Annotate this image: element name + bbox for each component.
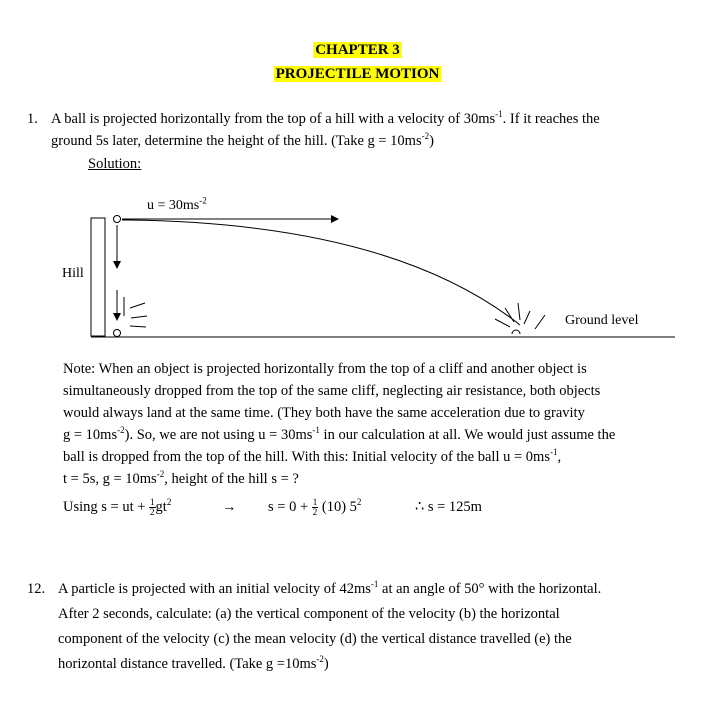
q1-number: 1. xyxy=(27,111,38,127)
hill-label: Hill xyxy=(62,266,84,281)
impact-marks-left xyxy=(124,297,147,327)
chapter-title: PROJECTILE MOTION xyxy=(275,66,440,82)
note-line-4: $g = 10ms^{-2}$). So, we are not using $u = 30ms^{-1}$ in our calculation at all. We would just assume the xyxy=(63,425,616,443)
chapter-number: CHAPTER 3 xyxy=(315,42,400,58)
impact-marks-right xyxy=(495,303,545,329)
hill-rect xyxy=(91,218,105,336)
q12-line-2: After 2 seconds, calculate: (a) the vertical component of the velocity (b) the horizontal xyxy=(58,606,560,622)
ball-top xyxy=(114,216,121,223)
note-line-5: ball is dropped from the top of the hill. With this: Initial velocity of the ball $u = 0ms^{-1}$, xyxy=(63,447,562,465)
note-line-3: would always land at the same time. (They both have the same acceleration due to gravity xyxy=(63,405,585,421)
note-line-2: simultaneously dropped from the top of the same cliff, neglecting air resistance, both objects xyxy=(63,383,601,399)
ball-bottom xyxy=(114,330,121,337)
q1-line2: ground 5s later, determine the height of the hill. (Take $g = 10ms^{-2}$) xyxy=(51,131,434,149)
q12-line-1: A particle is projected with an initial velocity of $42ms^{-1}$ at an angle of 50° with the horizontal. xyxy=(58,579,602,597)
ground-level-label: Ground level xyxy=(565,313,639,328)
note-line-1: Note: When an object is projected horizontally from the top of a cliff and another object is xyxy=(63,361,587,377)
half-fraction-2: $\frac{1}{2}$ xyxy=(312,497,318,518)
substitution-step: s = 0 + $\frac{1}{2}$ (10) $5^2$ xyxy=(268,497,362,518)
q1-line1: A ball is projected horizontally from the top of a hill with a velocity of $30ms^{-1}$. If it reaches the xyxy=(51,109,600,127)
solution-label: Solution: xyxy=(88,156,142,172)
q12-line-4: horizontal distance travelled. (Take $g =10ms^{-2}$) xyxy=(58,654,329,672)
trajectory xyxy=(122,220,520,325)
velocity-label: $u = 30ms^{-2}$ xyxy=(147,195,207,213)
arrow-symbol: → xyxy=(222,499,237,515)
ball-landing xyxy=(512,330,520,334)
half-fraction: $\frac{1}{2}$ xyxy=(150,497,155,518)
q12-line-3: component of the velocity (c) the mean velocity (d) the vertical distance travelled (e) the xyxy=(58,631,572,647)
formula-line: Using s = ut + $\frac{1}{2}$ $gt^2$ xyxy=(63,497,172,518)
q12-number: 12. xyxy=(27,581,46,597)
result: ∴ s = 125m xyxy=(415,499,482,515)
note-line-6: t = 5s, $g = 10ms^{-2}$, height of the hill s = ? xyxy=(63,469,299,487)
